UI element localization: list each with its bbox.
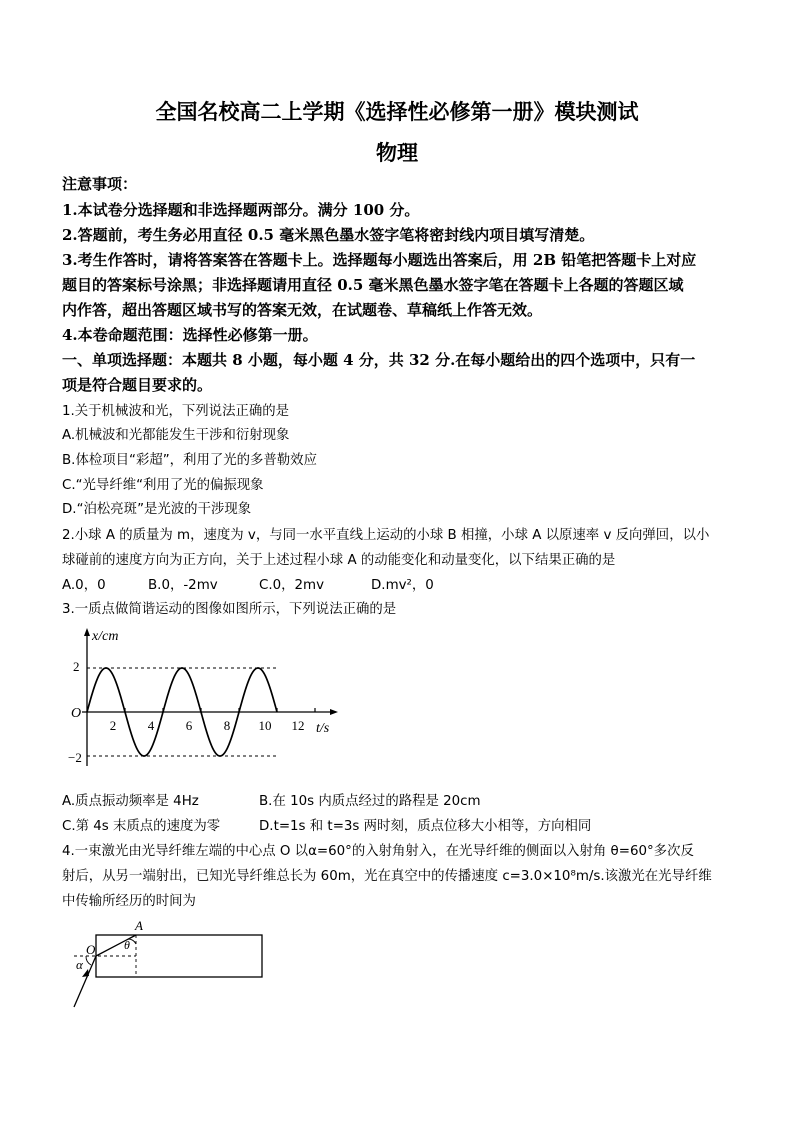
graph-y-tick-2: 2: [73, 659, 80, 674]
section-1-heading-line-2: 项是符合题目要求的。: [62, 376, 213, 394]
optical-fiber: [96, 935, 262, 977]
q2-option-a: A.0，0: [62, 578, 106, 593]
q1-option-b: B.体检项目“彩超”，利用了光的多普勒效应: [62, 453, 317, 468]
notice-item-4: 4.本卷命题范围：选择性必修第一册。: [62, 326, 318, 344]
q2-stem-line-1: 2.小球 A 的质量为 m，速度为 v，与同一水平直线上运动的小球 B 相撞，小球 A 以原速率 v 反向弹回，以小: [62, 528, 710, 543]
section-1-heading-line-1: 一、单项选择题：本题共 8 小题，每小题 4 分，共 32 分.在每小题给出的四个选项中，只有一: [62, 351, 696, 369]
graph-x-tick-label: 2: [109, 718, 117, 733]
q1-option-a: A.机械波和光都能发生干涉和衍射现象: [62, 428, 290, 443]
refracted-ray: [96, 935, 136, 956]
graph-x-tick-label: 4: [147, 718, 155, 733]
angle-alpha-arc: [86, 956, 91, 965]
q3-option-b: B.在 10s 内质点经过的路程是 20cm: [259, 794, 481, 809]
graph-y-tick-minus-2: −2: [68, 750, 82, 765]
q4-stem-line-1: 4.一束激光由光导纤维左端的中心点 O 以α=60°的入射角射入，在光导纤维的侧面以入射角 θ=60°多次反: [62, 844, 694, 859]
label-a: A: [135, 918, 143, 933]
graph-x-tick-label: 8: [223, 718, 231, 733]
q3-option-c: C.第 4s 末质点的速度为零: [62, 819, 221, 834]
notice-item-2: 2.答题前，考生务必用直径 0.5 毫米黑色墨水签字笔将密封线内项目填写清楚。: [62, 226, 595, 244]
graph-y-axis-arrow: [84, 628, 90, 636]
label-alpha: α: [76, 957, 83, 972]
graph-x-tick-label: 12: [291, 718, 305, 733]
graph-y-axis-label: x/cm: [92, 629, 119, 644]
q1-option-d: D.“泊松亮斑”是光波的干涉现象: [62, 502, 252, 517]
q2-option-c: C.0，2mv: [259, 578, 325, 593]
graph-x-axis-arrow: [330, 709, 338, 715]
q1-stem: 1.关于机械波和光，下列说法正确的是: [62, 404, 290, 419]
notice-item-3-line-1: 3.考生作答时，请将答案答在答题卡上。选择题每小题选出答案后，用 2B 铅笔把答题卡上对应: [62, 251, 697, 269]
q3-graph: [68, 626, 372, 778]
q3-option-d: D.t=1s 和 t=3s 两时刻，质点位移大小相等，方向相同: [259, 819, 592, 834]
q4-stem-line-2: 射后，从另一端射出，已知光导纤维总长为 60m，光在真空中的传播速度 c=3.0×10⁸m/s.该激光在光导纤维: [62, 869, 712, 884]
notice-item-3-line-2: 题目的答案标号涂黑；非选择题请用直径 0.5 毫米黑色墨水签字笔在答题卡上各题的答题区域: [62, 276, 684, 294]
graph-x-axis-label: t/s: [316, 721, 330, 736]
incident-ray-arrow: [82, 969, 89, 977]
exam-title: 全国名校高二上学期《选择性必修第一册》模块测试: [155, 99, 639, 124]
graph-x-tick-label: 6: [185, 718, 193, 733]
label-o: O: [86, 942, 96, 957]
q4-stem-line-3: 中传输所经历的时间为: [62, 894, 196, 909]
notice-item-1: 1.本试卷分选择题和非选择题两部分。满分 100 分。: [62, 201, 420, 219]
label-theta: θ: [124, 938, 130, 952]
q3-stem: 3.一质点做简谐运动的图像如图所示，下列说法正确的是: [62, 602, 397, 617]
q4-fiber-figure: [62, 915, 277, 1015]
q2-stem-line-2: 球碰前的速度方向为正方向，关于上述过程小球 A 的动能变化和动量变化，以下结果正确的是: [62, 553, 616, 568]
notice-item-3-line-3: 内作答，超出答题区域书写的答案无效，在试题卷、草稿纸上作答无效。: [62, 301, 543, 319]
graph-axes: [82, 632, 334, 766]
notice-heading: 注意事项：: [62, 175, 138, 193]
q3-option-a: A.质点振动频率是 4Hz: [62, 794, 199, 809]
graph-origin-label: O: [71, 706, 82, 721]
q2-option-d: D.mv²，0: [371, 578, 434, 593]
q2-option-b: B.0，-2mv: [148, 578, 218, 593]
exam-subject: 物理: [376, 140, 418, 165]
graph-x-tick-label: 10: [258, 718, 272, 733]
q1-option-c: C.“光导纤维“利用了光的偏振现象: [62, 478, 264, 493]
